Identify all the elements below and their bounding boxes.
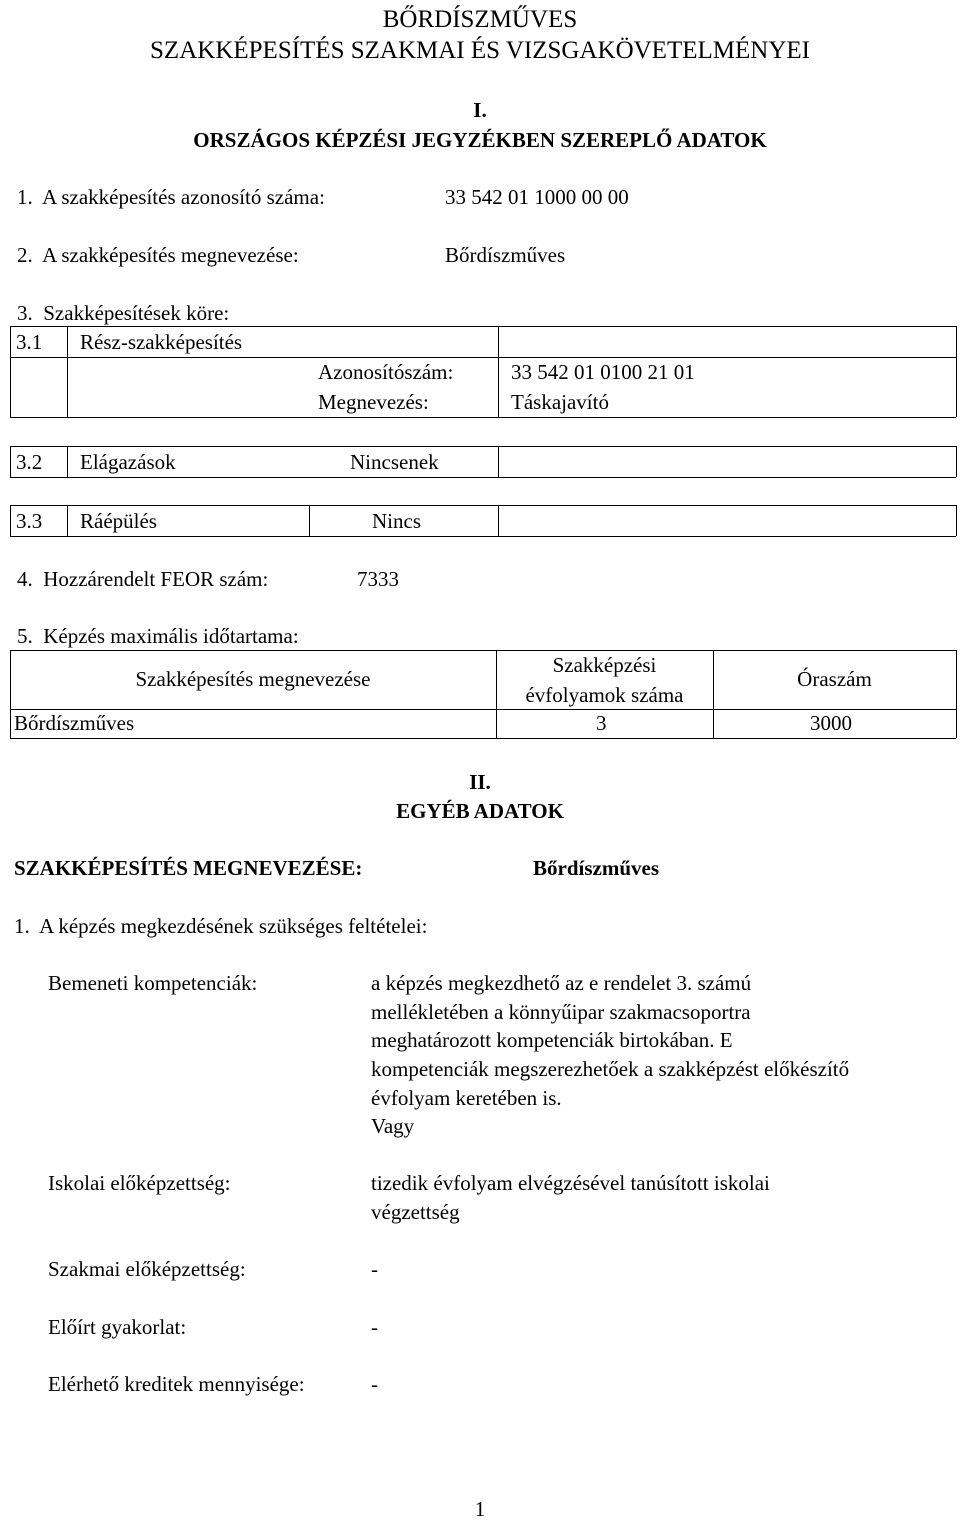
entry-line-3: meghatározott kompetenciák birtokában. E (371, 1028, 733, 1052)
section1-title: ORSZÁGOS KÉPZÉSI JEGYZÉKBEN SZEREPLŐ ADATOK (193, 128, 767, 152)
required-practice-label: Előírt gyakorlat: (48, 1315, 187, 1339)
qualification-value: Bőrdíszműves (533, 856, 659, 880)
school-line-2: végzettség (371, 1200, 460, 1224)
table-3-3-label: Ráépülés (80, 509, 157, 533)
document-title-line2: SZAKKÉPESÍTÉS SZAKMAI ÉS VIZSGAKÖVETELMÉNYEI (150, 37, 810, 64)
document-title-line1: BŐRDÍSZMŰVES (382, 6, 578, 33)
entry-line-1: a képzés megkezdhető az e rendelet 3. számú (371, 971, 752, 995)
credits-value: - (371, 1372, 378, 1396)
table-3-2-value: Nincsenek (350, 450, 439, 474)
table-5-row-hours: 3000 (810, 711, 852, 735)
required-practice-value: - (371, 1315, 378, 1339)
table-3-3-num: 3.3 (16, 509, 43, 533)
table-3-1-num: 3.1 (16, 330, 43, 354)
table-3-3-value: Nincs (372, 509, 421, 533)
school-line-1: tizedik évfolyam elvégzésével tanúsított iskolai (371, 1171, 770, 1195)
school-education-label: Iskolai előképzettség: (48, 1171, 231, 1195)
table-5-header-hours: Óraszám (797, 667, 872, 691)
section1-numeral: I. (473, 98, 487, 122)
table-5-row-name: Bőrdíszműves (14, 711, 135, 735)
section2-item1-label: 1. A képzés megkezdésének szükséges feltételei: (14, 914, 428, 938)
table-3-2-label: Elágazások (80, 450, 176, 474)
entry-line-4: kompetenciák megszerezhetőek a szakképzést előkészítő (371, 1057, 850, 1081)
item3-label: 3. Szakképesítések köre: (17, 301, 230, 325)
entry-competencies-label: Bemeneti kompetenciák: (48, 971, 258, 995)
table-5-header-years-line2: évfolyamok száma (525, 683, 684, 707)
table-3-2-num: 3.2 (16, 450, 43, 474)
table-3-1-name-label: Megnevezés: (318, 390, 429, 414)
item1-value: 33 542 01 1000 00 00 (445, 185, 629, 209)
section2-title: EGYÉB ADATOK (396, 799, 564, 823)
item1-label: 1. A szakképesítés azonosító száma: (17, 185, 325, 209)
item2-label: 2. A szakképesítés megnevezése: (17, 243, 299, 267)
entry-line-2: mellékletében a könnyűipar szakmacsoportra (371, 1000, 751, 1024)
entry-line-6: Vagy (371, 1114, 415, 1138)
table-5-header-years-line1: Szakképzési (552, 653, 657, 677)
table-3-1-label: Rész-szakképesítés (80, 330, 243, 354)
item2-value: Bőrdíszműves (445, 243, 566, 267)
item4-label: 4. Hozzárendelt FEOR szám: (17, 567, 269, 591)
professional-education-label: Szakmai előképzettség: (48, 1257, 246, 1281)
entry-line-5: évfolyam keretében is. (371, 1086, 562, 1110)
table-5-header-qualification: Szakképesítés megnevezése (135, 667, 371, 691)
item4-value: 7333 (357, 567, 399, 591)
item5-label: 5. Képzés maximális időtartama: (17, 624, 299, 648)
table-3-1-id-label: Azonosítószám: (318, 360, 454, 384)
table-5-row-years: 3 (596, 711, 607, 735)
section2-numeral: II. (469, 770, 491, 794)
professional-education-value: - (371, 1257, 378, 1281)
page-number: 1 (474, 1497, 486, 1521)
credits-label: Elérhető kreditek mennyisége: (48, 1372, 305, 1396)
qualification-label: SZAKKÉPESÍTÉS MEGNEVEZÉSE: (14, 856, 363, 880)
table-3-1-id-value: 33 542 01 0100 21 01 (511, 360, 695, 384)
table-3-1-name-value: Táskajavító (511, 390, 609, 414)
